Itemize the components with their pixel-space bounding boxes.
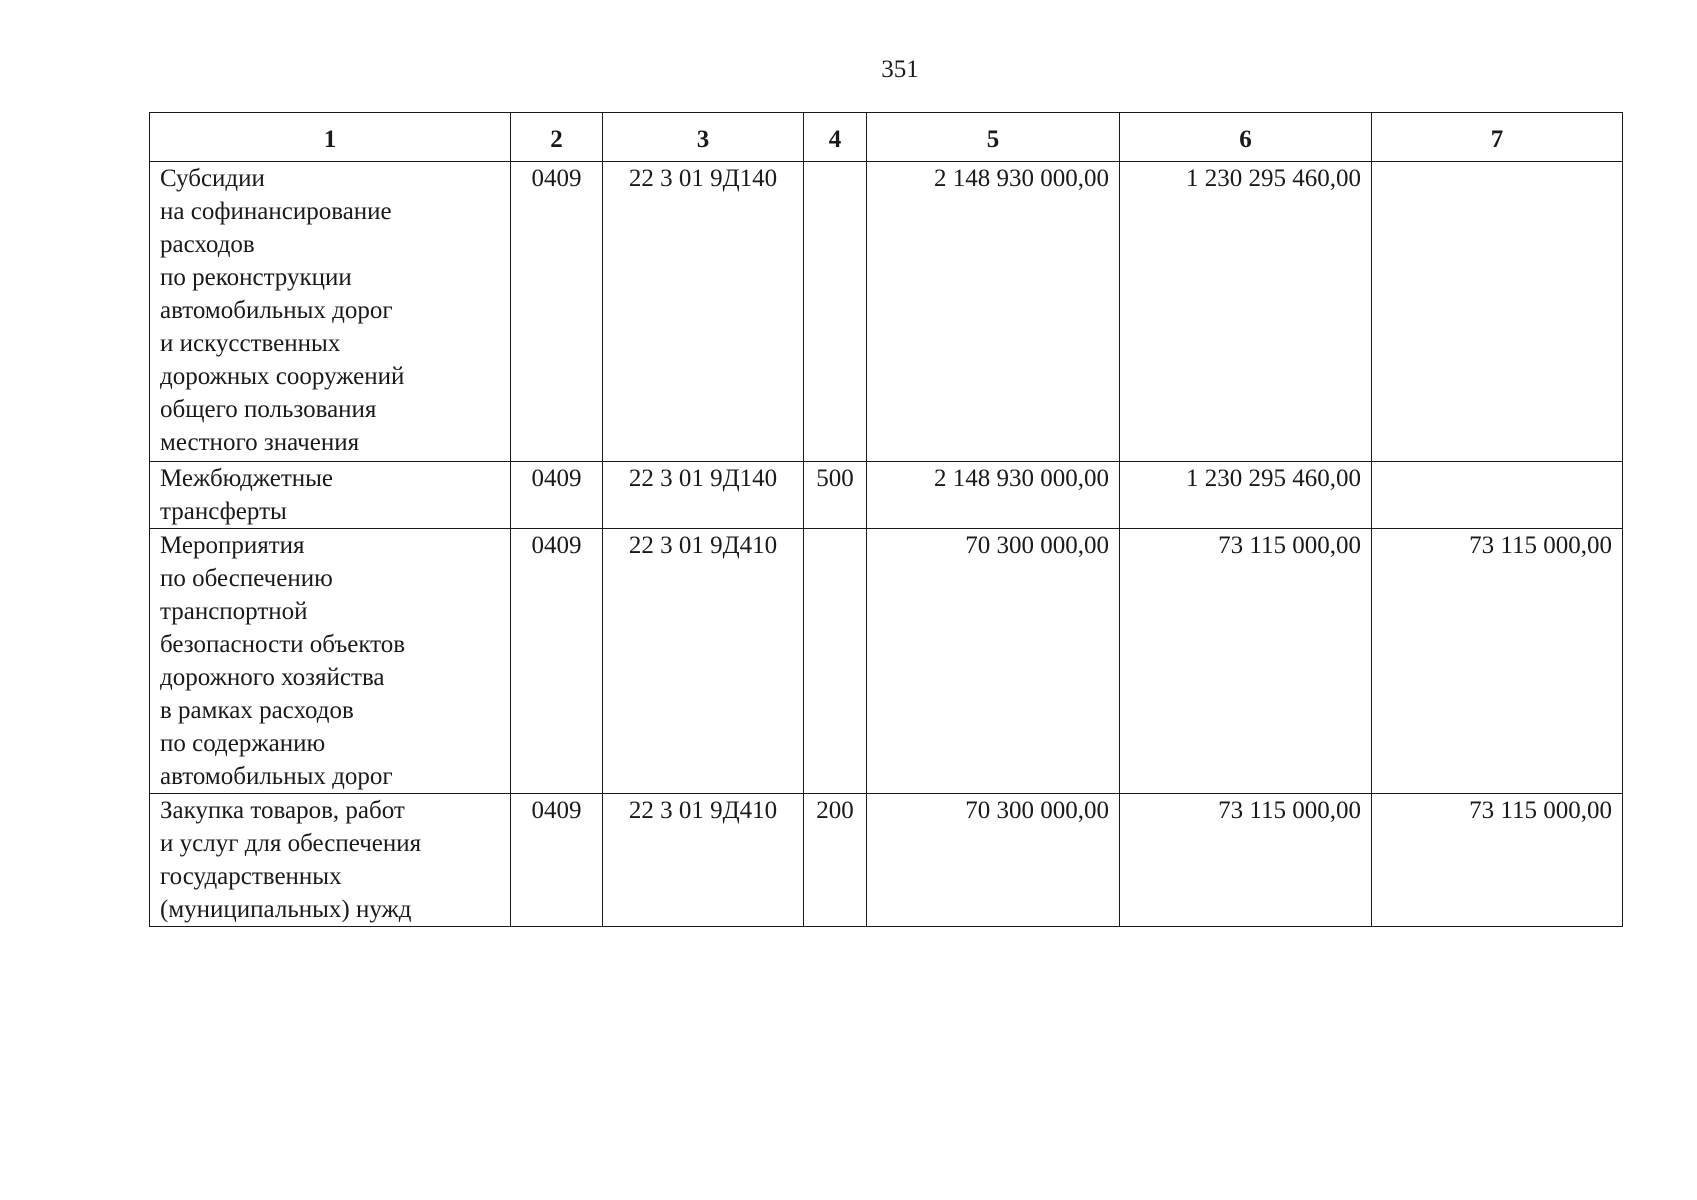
row-vr-cell <box>804 162 867 462</box>
row-name-line: дорожного хозяйства <box>160 664 385 691</box>
row-sum-7-cell <box>1372 462 1623 529</box>
table-row <box>150 162 1623 462</box>
row-rz-cell: 0409 <box>511 162 603 462</box>
header-col-6: 6 <box>1120 113 1372 162</box>
table-header-row <box>150 113 1623 162</box>
budget-table <box>149 112 1623 927</box>
row-vr-cell: 200 <box>804 794 867 927</box>
row-name-line: (муниципальных) нужд <box>160 896 412 923</box>
header-col-5: 5 <box>867 113 1120 162</box>
row-name-line: Мероприятия <box>160 532 305 559</box>
row-name-cell <box>150 529 511 794</box>
row-csr-cell: 22 3 01 9Д410 <box>603 529 804 794</box>
row-name-line: государственных <box>160 863 342 890</box>
row-sum-7-cell: 73 115 000,00 <box>1372 529 1623 794</box>
row-rz-cell: 0409 <box>511 794 603 927</box>
row-sum-5-cell: 70 300 000,00 <box>867 529 1120 794</box>
header-col-3: 3 <box>603 113 804 162</box>
row-rz-cell: 0409 <box>511 529 603 794</box>
row-name-line: Закупка товаров, работ <box>160 797 405 824</box>
row-name-line: по обеспечению <box>160 565 333 592</box>
row-sum-5-cell: 2 148 930 000,00 <box>867 462 1120 529</box>
row-name-cell <box>150 462 511 529</box>
row-name-line: общего пользования <box>160 396 377 423</box>
table-row <box>150 529 1623 794</box>
row-rz-cell: 0409 <box>511 462 603 529</box>
row-vr-cell: 500 <box>804 462 867 529</box>
page-number: 351 <box>881 56 919 83</box>
header-col-2: 2 <box>511 113 603 162</box>
table-row <box>150 794 1623 927</box>
row-name-line: по реконструкции <box>160 264 352 291</box>
row-name-line: автомобильных дорог <box>160 763 393 790</box>
row-name-line: и искусственных <box>160 330 341 357</box>
row-csr-cell: 22 3 01 9Д410 <box>603 794 804 927</box>
header-col-4: 4 <box>804 113 867 162</box>
row-sum-7-cell: 73 115 000,00 <box>1372 794 1623 927</box>
header-col-7: 7 <box>1372 113 1623 162</box>
row-name-line: транспортной <box>160 598 308 625</box>
row-name-line: дорожных сооружений <box>160 363 405 390</box>
row-name-line: по содержанию <box>160 730 326 757</box>
row-sum-5-cell: 70 300 000,00 <box>867 794 1120 927</box>
row-vr-cell <box>804 529 867 794</box>
table-row <box>150 462 1623 529</box>
row-name-line: расходов <box>160 231 255 258</box>
row-name-cell <box>150 794 511 927</box>
row-sum-6-cell: 1 230 295 460,00 <box>1120 462 1372 529</box>
row-name-line: в рамках расходов <box>160 697 354 724</box>
header-col-1: 1 <box>150 113 511 162</box>
row-csr-cell: 22 3 01 9Д140 <box>603 162 804 462</box>
row-sum-7-cell <box>1372 162 1623 462</box>
row-name-cell <box>150 162 511 462</box>
row-name-line: Субсидии <box>160 165 265 192</box>
row-sum-6-cell: 73 115 000,00 <box>1120 529 1372 794</box>
row-csr-cell: 22 3 01 9Д140 <box>603 462 804 529</box>
row-sum-6-cell: 73 115 000,00 <box>1120 794 1372 927</box>
row-sum-6-cell: 1 230 295 460,00 <box>1120 162 1372 462</box>
row-name-line: Межбюджетные <box>160 465 334 492</box>
row-name-line: местного значения <box>160 429 360 456</box>
row-name-line: автомобильных дорог <box>160 297 393 324</box>
row-sum-5-cell: 2 148 930 000,00 <box>867 162 1120 462</box>
row-name-line: трансферты <box>160 498 287 525</box>
row-name-line: и услуг для обеспечения <box>160 830 422 857</box>
row-name-line: безопасности объектов <box>160 631 406 658</box>
row-name-line: на софинансирование <box>160 198 392 225</box>
